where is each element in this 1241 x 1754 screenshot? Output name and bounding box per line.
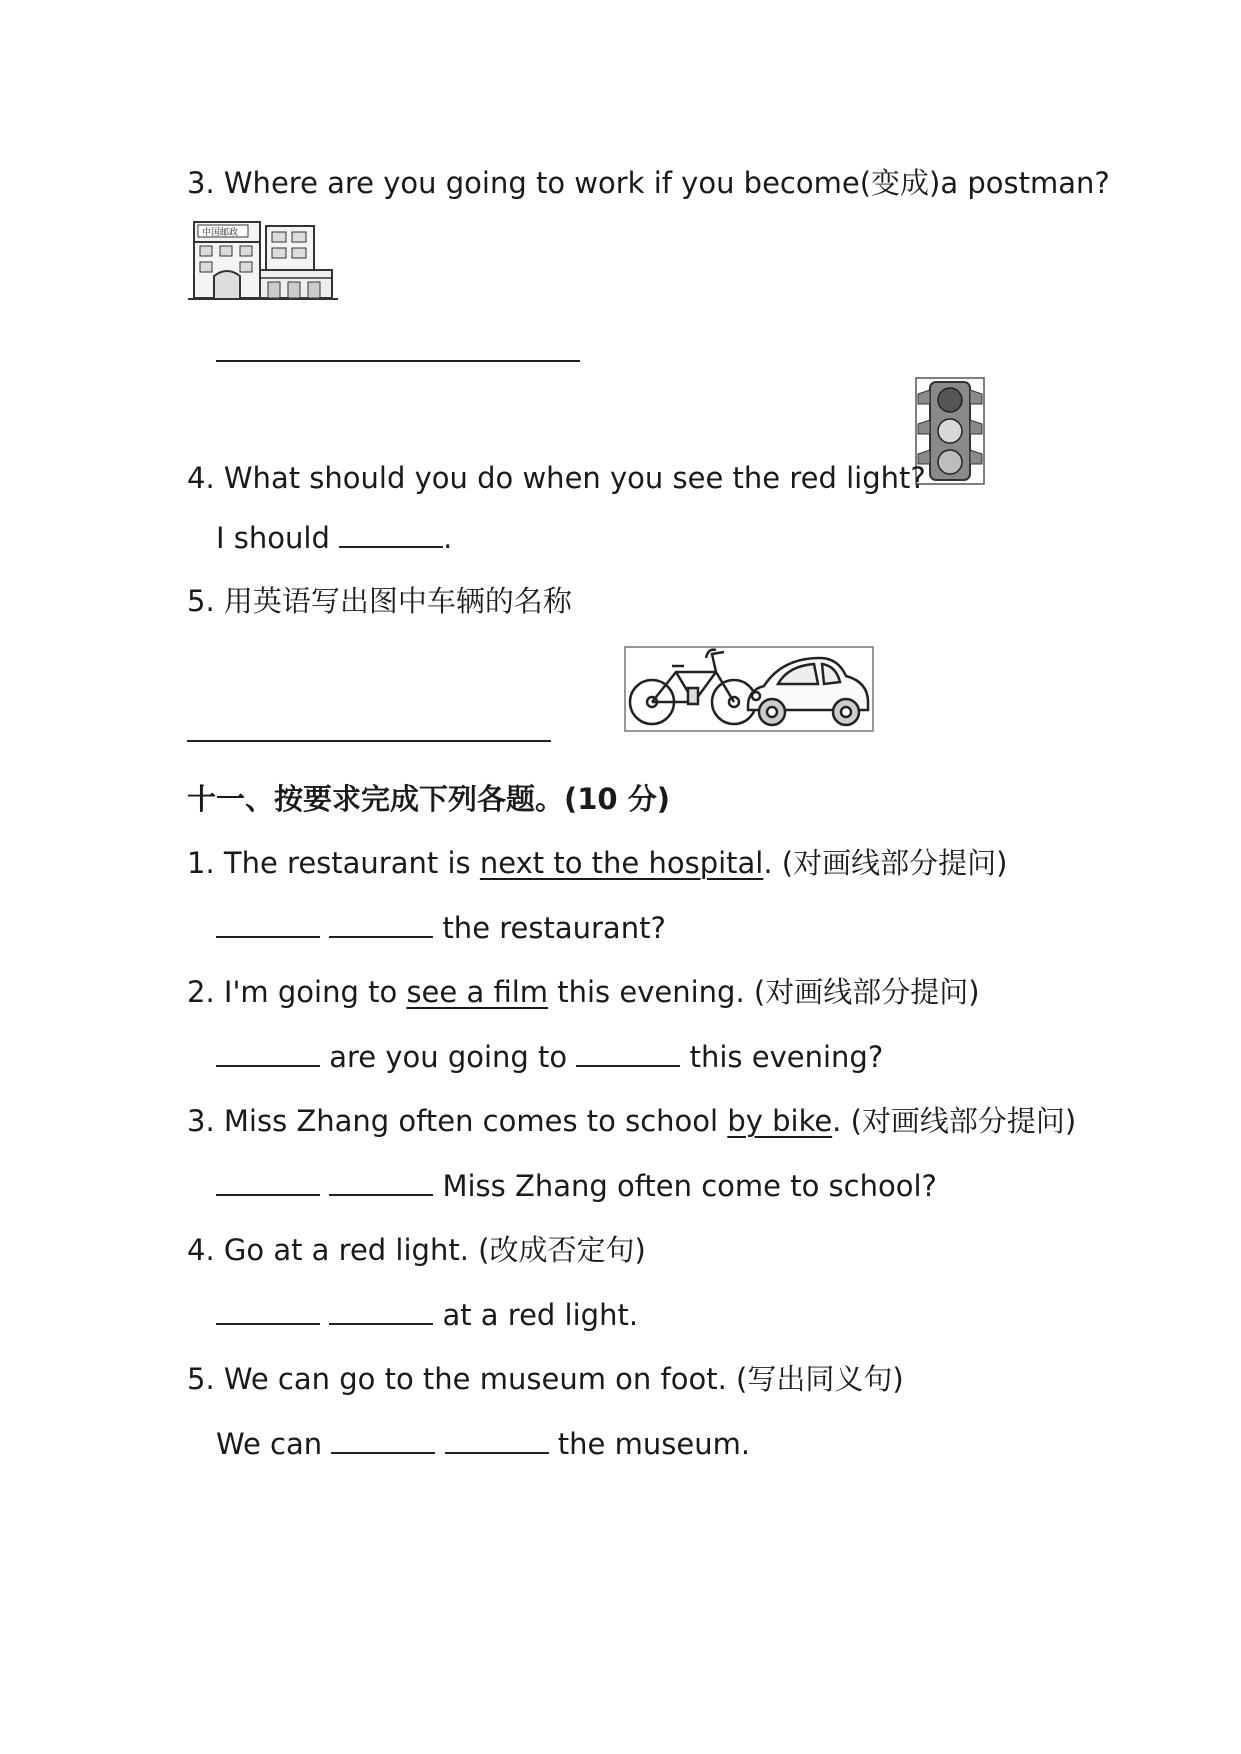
- q2-answer-end: this evening?: [689, 1040, 884, 1074]
- question-4-answer: [216, 518, 452, 557]
- answer-blank[interactable]: [576, 1037, 680, 1067]
- answer-line-q3[interactable]: [216, 360, 580, 362]
- q4-answer-prefix: I should: [216, 521, 330, 555]
- q2-answer-mid: are you going to: [329, 1040, 568, 1074]
- answer-blank[interactable]: [329, 1295, 433, 1325]
- section-title: 十一、按要求完成下列各题。(10 分): [187, 782, 670, 816]
- answer-blank[interactable]: [329, 908, 433, 938]
- answer-blank[interactable]: [329, 1166, 433, 1196]
- answer-blank[interactable]: [216, 908, 320, 938]
- rewrite-question-2: [187, 973, 980, 1011]
- question-4-text: 4. What should you do when you see the red light?: [187, 461, 926, 495]
- rewrite-answer-2: [216, 1037, 883, 1076]
- q3-underlined: by bike: [727, 1104, 833, 1138]
- rewrite-answer-4: [216, 1295, 638, 1334]
- rewrite-answer-1: [216, 908, 666, 947]
- answer-blank[interactable]: [216, 1037, 320, 1067]
- answer-blank[interactable]: [216, 1166, 320, 1196]
- question-3-text: 3. Where are you going to work if you become(变成)a postman?: [187, 166, 1110, 200]
- rewrite-answer-5: [216, 1424, 750, 1463]
- q3-prefix: 3. Miss Zhang often comes to school: [187, 1104, 728, 1138]
- q1-answer-text: the restaurant?: [442, 911, 666, 945]
- answer-line-q5[interactable]: [187, 740, 551, 742]
- yellow-lamp-icon: [938, 419, 962, 443]
- q1-suffix: . (对画线部分提问): [763, 846, 1008, 880]
- q4-answer-suffix: .: [443, 521, 453, 555]
- red-lamp-icon: [938, 388, 962, 412]
- rewrite-question-4: 4. Go at a red light. (改成否定句): [187, 1233, 646, 1267]
- q4-answer-text: at a red light.: [442, 1298, 639, 1332]
- rewrite-question-3: [187, 1102, 1076, 1140]
- q1-prefix: 1. The restaurant is: [187, 846, 480, 880]
- q2-suffix: this evening. (对画线部分提问): [548, 975, 980, 1009]
- bicycle-and-car-image: [624, 646, 874, 732]
- post-office-building-image: [188, 220, 338, 302]
- q1-underlined: next to the hospital: [479, 846, 764, 880]
- rewrite-question-1: [187, 844, 1007, 882]
- answer-blank[interactable]: [339, 518, 443, 548]
- q2-underlined: see a film: [406, 975, 549, 1009]
- rewrite-answer-3: [216, 1166, 937, 1205]
- question-5-text: 5. 用英语写出图中车辆的名称: [187, 584, 572, 618]
- q2-prefix: 2. I'm going to: [187, 975, 407, 1009]
- answer-blank[interactable]: [445, 1424, 549, 1454]
- q3-suffix: . (对画线部分提问): [832, 1104, 1077, 1138]
- rewrite-question-5: 5. We can go to the museum on foot. (写出同义句): [187, 1362, 904, 1396]
- post-office-sign-text: 中国邮政: [202, 228, 239, 238]
- green-lamp-icon: [938, 450, 962, 474]
- q5-answer-end: the museum.: [557, 1427, 751, 1461]
- q5-answer-prefix: We can: [216, 1427, 323, 1461]
- q3-answer-text: Miss Zhang often come to school?: [442, 1169, 937, 1203]
- answer-blank[interactable]: [331, 1424, 435, 1454]
- answer-blank[interactable]: [216, 1295, 320, 1325]
